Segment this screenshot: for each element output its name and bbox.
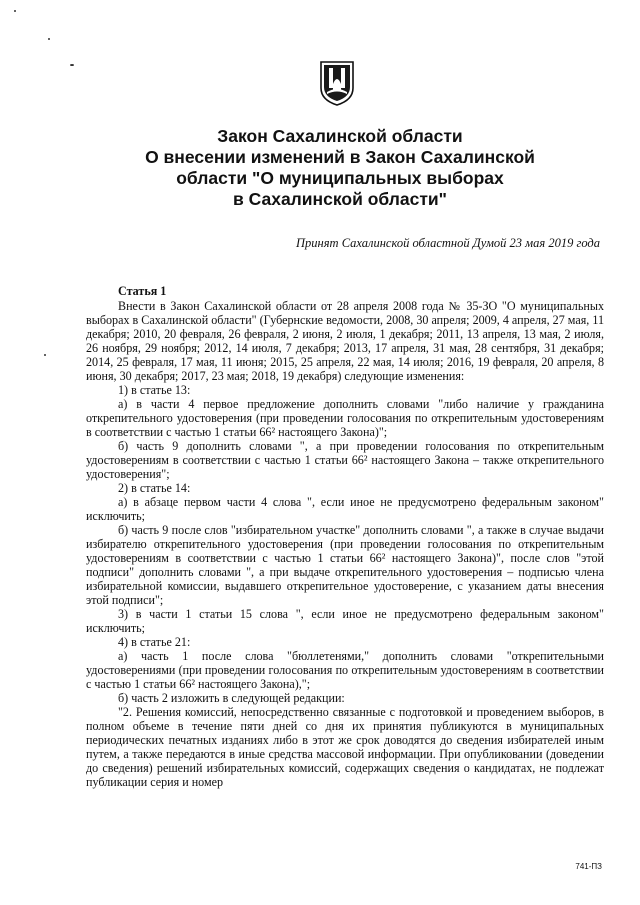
scan-speck (44, 354, 46, 356)
paragraph: б) часть 9 после слов "избирательном участке" дополнить словами ", а также в случае выдачи избирателю открепительного удостоверения (при проведении голосования по открепительным удостоверениям в соответствии с частью 1 статьи 66² настоящего Закона)", после слов "этой подписи" дополнить словами ", а при выдаче открепительного удостоверения – подписью члена избирательной комиссии, выдавшего открепительное удостоверение, с указанием даты внесения этой подписи"; (86, 523, 604, 607)
paragraph: б) часть 2 изложить в следующей редакции: (118, 691, 345, 705)
scan-speck (48, 38, 50, 40)
scan-speck (70, 64, 74, 66)
article-heading: Статья 1 (118, 284, 167, 298)
document-body (86, 284, 604, 789)
title-line: Закон Сахалинской области (217, 126, 463, 146)
paragraph: а) часть 1 после слова "бюллетенями," дополнить словами "открепительными удостоверениями (при проведении голосования по открепительным удостоверениям в соответствии с частью 1 статьи 66² настоящего Закона),"; (86, 649, 604, 691)
paragraph: 4) в статье 21: (118, 635, 191, 649)
title-line: О внесении изменений в Закон Сахалинской (145, 147, 535, 167)
document-number-stamp: 741-ПЗ (575, 862, 602, 871)
adoption-note: Принят Сахалинской областной Думой 23 мая 2019 года (296, 236, 600, 250)
title-line: в Сахалинской области" (233, 189, 447, 209)
paragraph: Внести в Закон Сахалинской области от 28 апреля 2008 года № 35-ЗО "О муниципальных выборах в Сахалинской области" (Губернские ведомости, 2008, 30 апреля; 2009, 4 апреля, 27 мая, 11 декабря; 2010, 20 февраля, 26 февраля, 2 июня, 2 июля, 1 декабря; 2011, 13 апреля, 13 мая, 2 июля, 26 ноября, 29 ноября; 2012, 14 июля, 7 декабря; 2013, 17 апреля, 31 мая, 28 сентября, 31 декабря; 2014, 25 февраля, 17 мая, 11 июня; 2015, 25 апреля, 22 мая, 14 июля; 2016, 19 февраля, 20 апреля, 8 июня, 30 декабря; 2017, 23 мая; 2018, 19 декабря) следующие изменения: (86, 299, 604, 383)
scan-speck (14, 10, 16, 12)
paragraph: б) часть 9 дополнить словами ", а при проведении голосования по открепительным удостоверениям в соответствии с частью 1 статьи 66² настоящего Закона – также открепительного удостоверения"; (86, 439, 604, 481)
paragraph: 1) в статье 13: (118, 383, 191, 397)
sakhalin-coat-of-arms-icon (319, 60, 355, 106)
paragraph: а) в части 4 первое предложение дополнить словами "либо наличие у гражданина открепительного удостоверения (при проведении голосования по открепительным удостоверениям в соответствии с частью 1 статьи 66² настоящего Закона)"; (86, 397, 604, 439)
paragraph: а) в абзаце первом части 4 слова ", если иное не предусмотрено федеральным законом" исключить; (86, 495, 604, 523)
paragraph: 3) в части 1 статьи 15 слова ", если иное не предусмотрено федеральным законом" исключить; (86, 607, 604, 635)
document-title (60, 126, 620, 210)
paragraph: "2. Решения комиссий, непосредственно связанные с подготовкой и проведением выборов, в полном объеме в течение пяти дней со дня их принятия публикуются в муниципальных периодических печатных изданиях либо в этот же срок доводятся до сведения избирателей иным путем, а также передаются в иные средства массовой информации. При опубликовании (доведении до сведения) решений избирательных комиссий, содержащих сведения о кандидатах, не подлежат публикации серия и номер (86, 705, 604, 789)
paragraph: 2) в статье 14: (118, 481, 191, 495)
title-line: области "О муниципальных выборах (176, 168, 504, 188)
